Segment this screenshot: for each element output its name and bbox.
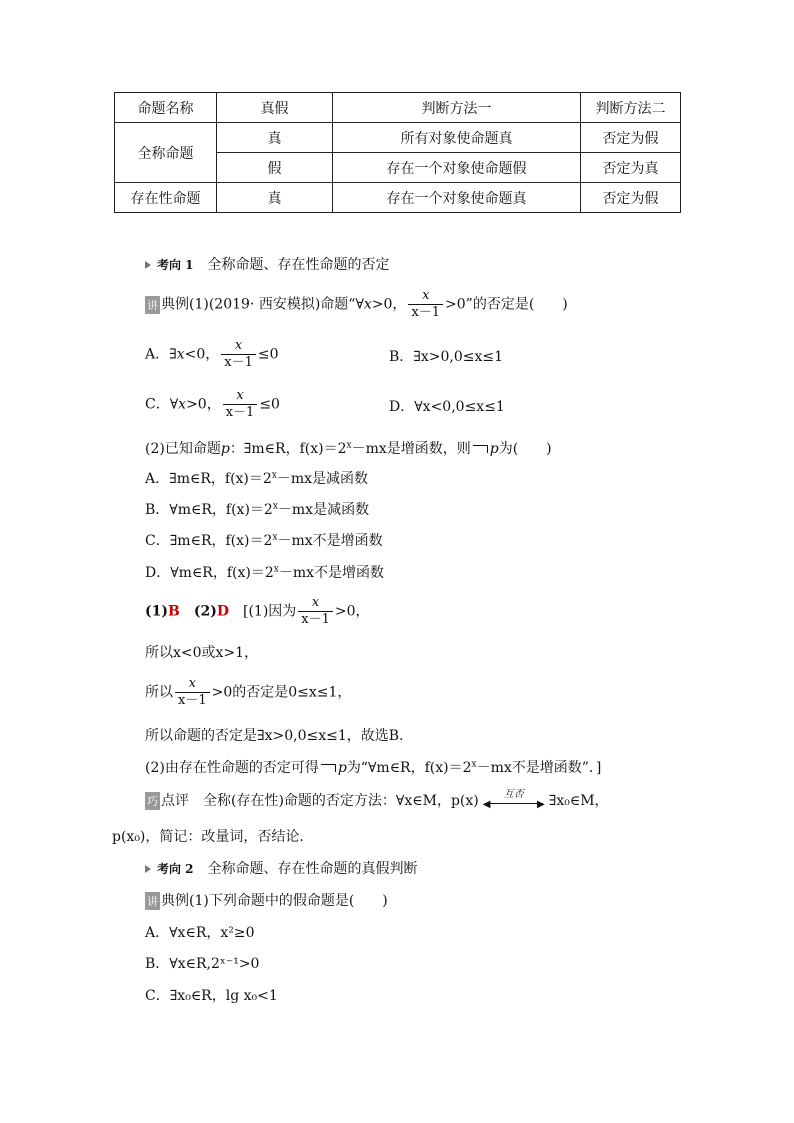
option-text: A．∃m∈R，f(x)＝2 xyxy=(145,471,272,487)
option-text: －mx不是增函数 xyxy=(278,565,385,581)
var: x xyxy=(178,396,187,413)
denominator: x－1 xyxy=(411,305,441,320)
review-text: 全称(存在性)命题的否定方法：∀x∈M，p(x) xyxy=(203,793,479,809)
topic-label: 考向 2 xyxy=(157,862,194,876)
review-text: ∃x₀∈M， xyxy=(548,793,609,809)
table-header: 判断方法一 xyxy=(333,93,581,123)
exponent: x xyxy=(346,440,352,451)
table-header: 命题名称 xyxy=(115,93,217,123)
option-text: ≤0 xyxy=(259,396,280,413)
denominator: x－1 xyxy=(225,405,255,420)
table-cell: 否定为真 xyxy=(581,153,681,183)
answer-text: －mx不是增函数”．] xyxy=(476,760,602,776)
option-a xyxy=(145,468,368,488)
stem-text: (2)已知命题 xyxy=(145,441,221,457)
option-a xyxy=(145,338,279,371)
option-text: >0， xyxy=(186,396,221,413)
option-text: <0， xyxy=(184,346,220,363)
exponent: x xyxy=(273,564,279,575)
denominator: x－1 xyxy=(301,612,330,627)
question-3-stem xyxy=(145,890,388,910)
exponent: x xyxy=(271,470,277,481)
var: x xyxy=(363,296,372,313)
fraction xyxy=(223,388,258,421)
table-cell-name: 存在性命题 xyxy=(115,183,217,213)
negation-icon xyxy=(321,764,336,772)
topic-title: 全称命题、存在性命题的否定 xyxy=(207,257,390,273)
option-text: C．∃m∈R，f(x)＝2 xyxy=(145,533,273,549)
answer-line-1 xyxy=(145,595,370,628)
stem-text: 为( ) xyxy=(498,441,552,457)
review-line-2: p(x₀)，简记：改量词，否结论． xyxy=(112,829,314,845)
numerator: x xyxy=(223,388,258,405)
option-text: －mx不是增函数 xyxy=(277,533,383,549)
exponent: x xyxy=(272,532,278,543)
stem-text: (1)(2019· 西安模拟)命题“∀ xyxy=(189,296,364,313)
answer-text: 所以 xyxy=(145,684,173,701)
stem-text: >0， xyxy=(371,296,407,313)
option-a: A．∀x∈R，x²≥0 xyxy=(145,925,255,941)
answer-text: >0的否定是0≤x≤1， xyxy=(211,684,352,701)
fraction xyxy=(298,595,333,628)
fraction xyxy=(175,676,210,709)
answer-text: 为“∀m∈R，f(x)＝2 xyxy=(346,760,472,776)
answer-value: B xyxy=(168,603,180,620)
review-tag-icon: 巧 xyxy=(145,792,160,810)
denominator: x－1 xyxy=(224,355,253,370)
answer-num: (1) xyxy=(145,603,168,620)
var: p xyxy=(489,441,499,457)
var: x xyxy=(176,346,185,363)
topic-heading-2 xyxy=(145,858,418,878)
option-d xyxy=(145,562,384,582)
negation-icon xyxy=(473,445,488,453)
option-text: D．∀m∈R，f(x)＝2 xyxy=(145,565,274,581)
option-c xyxy=(145,530,383,550)
arrow-line xyxy=(485,803,543,804)
arrow-label: 互否 xyxy=(503,789,524,800)
topic-label: 考向 1 xyxy=(157,258,194,272)
table-cell: 存在一个对象使命题真 xyxy=(333,183,581,213)
var: p xyxy=(220,441,230,457)
table-row xyxy=(115,183,681,213)
topic-title: 全称命题、存在性命题的真假判断 xyxy=(207,861,418,877)
table-cell-name: 全称命题 xyxy=(115,123,217,183)
table-cell: 假 xyxy=(217,153,333,183)
answer-line-4: 所以命题的否定是∃x>0,0≤x≤1，故选B. xyxy=(145,728,404,744)
question-2-stem xyxy=(145,438,552,458)
comparison-table xyxy=(114,92,681,213)
double-arrow-icon xyxy=(483,791,545,811)
answer-line-3 xyxy=(145,676,351,709)
stem-text: －mx是增函数，则 xyxy=(351,441,471,457)
table-cell: 所有对象使命题真 xyxy=(333,123,581,153)
example-tag-icon: 讲 xyxy=(145,296,160,314)
answer-line-2: 所以x<0或x>1， xyxy=(145,645,259,661)
stem-text: ：∃m∈R，f(x)＝2 xyxy=(229,441,347,457)
option-b: B．∃x>0,0≤x≤1 xyxy=(389,349,504,365)
question-1-stem xyxy=(145,288,568,321)
option-text: ≤0 xyxy=(257,346,279,363)
option-c xyxy=(145,388,280,421)
exponent: x xyxy=(471,759,477,770)
triangle-bullet-icon xyxy=(145,261,151,269)
option-text: C．∀ xyxy=(145,396,179,413)
option-b xyxy=(145,499,369,519)
arrow-left: ◀ xyxy=(482,799,491,810)
example-tag-icon: 讲 xyxy=(145,892,160,910)
table-cell: 否定为假 xyxy=(581,183,681,213)
review-label: 点评 xyxy=(161,793,189,809)
answer-num: (2) xyxy=(193,603,217,620)
triangle-bullet-icon xyxy=(145,865,151,873)
answer-text: (2)由存在性命题的否定可得 xyxy=(145,760,319,776)
table-cell: 存在一个对象使命题假 xyxy=(333,153,581,183)
arrow-right: ▶ xyxy=(537,799,545,810)
table-header: 判断方法二 xyxy=(581,93,681,123)
table-header: 真假 xyxy=(217,93,333,123)
stem-text: (1)下列命题中的假命题是( ) xyxy=(189,893,388,909)
numerator: x xyxy=(175,676,210,693)
var: p xyxy=(337,760,347,776)
option-text: －mx是减函数 xyxy=(277,502,370,518)
table-cell: 真 xyxy=(217,183,333,213)
fraction xyxy=(408,288,443,321)
option-text: B．∀m∈R，f(x)＝2 xyxy=(145,502,273,518)
table-cell: 否定为假 xyxy=(581,123,681,153)
option-text: －mx是减函数 xyxy=(276,471,369,487)
example-label: 典例 xyxy=(161,893,189,909)
exponent: x xyxy=(272,501,278,512)
example-label: 典例 xyxy=(161,296,189,313)
option-d: D．∀x<0,0≤x≤1 xyxy=(389,399,505,415)
answer-text: >0， xyxy=(334,603,370,620)
review-line-1 xyxy=(145,790,609,811)
table-cell: 真 xyxy=(217,123,333,153)
option-b: B．∀x∈R,2ˣ⁻¹>0 xyxy=(145,956,260,972)
numerator: x xyxy=(408,288,443,305)
numerator: x xyxy=(298,595,333,612)
option-text: A．∃ xyxy=(145,346,177,363)
stem-text: >0”的否定是( ) xyxy=(445,296,568,313)
answer-text: [(1)因为 xyxy=(242,603,297,620)
topic-heading-1 xyxy=(145,254,390,274)
denominator: x－1 xyxy=(178,693,207,708)
answer-value: D xyxy=(216,603,229,620)
answer-line-5 xyxy=(145,757,601,777)
table-row xyxy=(115,123,681,153)
option-c: C．∃x₀∈R，lg x₀<1 xyxy=(145,988,278,1004)
table-header-row xyxy=(115,93,681,123)
numerator: x xyxy=(221,338,256,355)
fraction xyxy=(221,338,256,371)
